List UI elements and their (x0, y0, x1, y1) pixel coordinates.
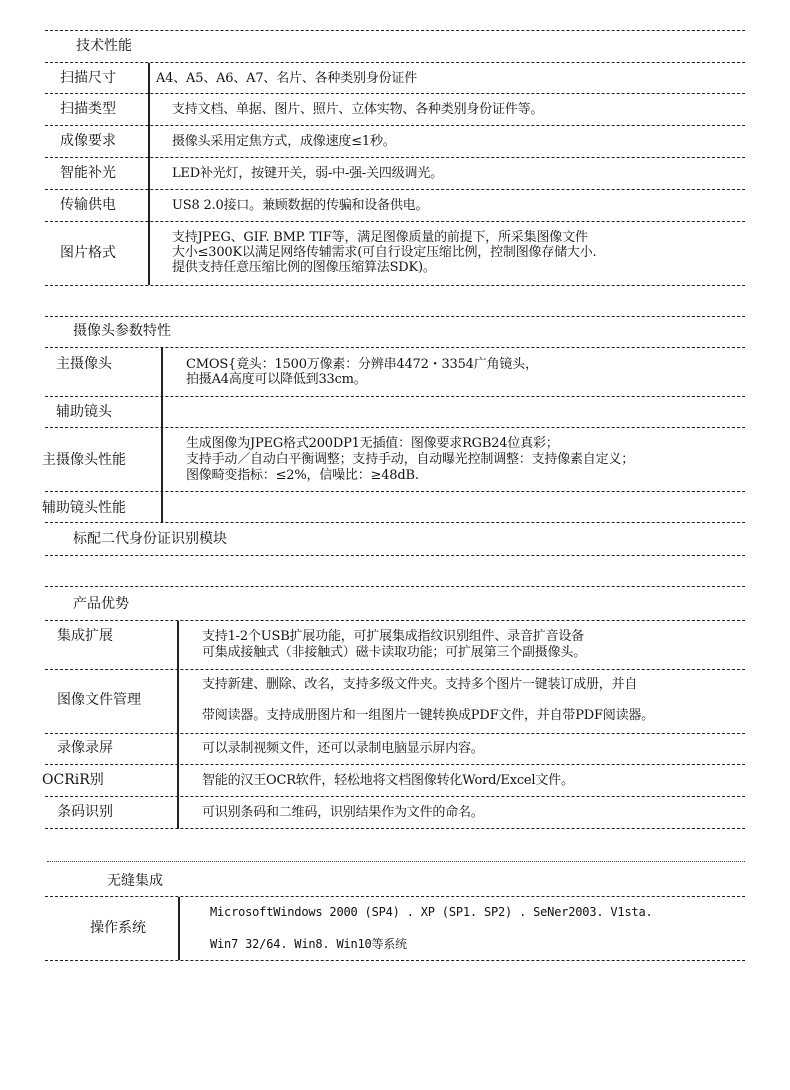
divider (45, 221, 745, 222)
divider (45, 30, 745, 31)
row-value-power: US8 2.0接口。兼顾数据的传骗和设备供电。 (172, 198, 429, 213)
divider (45, 796, 745, 797)
divider (45, 125, 745, 126)
divider (45, 93, 745, 94)
row-label-aux-lens-perf: 辅助镜头性能 (42, 500, 126, 516)
row-value-format-line2: 大小≤300K以满足网络传辅需求(可自行设定压缩比例，控制图像存储大小. (172, 245, 597, 260)
row-label-format: 图片格式 (60, 245, 116, 261)
section-title-integration: 无缝集成 (107, 873, 163, 889)
row-value-format-line3: 提供支持任意压缩比例的图像压缩算法SDK)。 (172, 260, 436, 275)
divider (45, 733, 745, 734)
row-value-format-line1: 支持JPEG、GIF. BMP. TIF等，满足图像质量的前提下，所采集图像文件 (172, 230, 588, 245)
divider (45, 157, 745, 158)
column-divider (148, 63, 150, 285)
divider (45, 396, 745, 397)
row-value-os-line1: MicrosoftWindows 2000 (SP4) . XP (SP1. SP2) . SeNer2003. V1sta. (210, 905, 653, 919)
divider (45, 491, 745, 492)
row-label-barcode: 条码识别 (57, 804, 113, 820)
row-label-file-mgmt: 图像文件管理 (57, 692, 141, 708)
section-title-id-module: 标配二代身份证识别模块 (73, 531, 227, 547)
row-label-ocr: OCRiR别 (42, 772, 104, 788)
row-value-ocr: 智能的汉王OCR软件，轻松地将文档图像转化Word/Excel文件。 (202, 773, 574, 788)
row-value-main-camera-perf-line1: 生成图像为JPEG格式200DP1无插值：图像要求RGB24位真彩； (186, 436, 559, 451)
row-value-os-line2: Win7 32/64. Win8. Win10等系统 (210, 937, 407, 951)
row-value-scan-type: 支持文档、单据、图片、照片、立体实物、各种类别身份证件等。 (172, 102, 544, 117)
divider (45, 764, 745, 765)
divider (45, 586, 745, 587)
section-title-advantages: 产品优势 (73, 596, 129, 612)
divider (45, 828, 745, 829)
row-label-scan-size: 扫描尺寸 (60, 70, 116, 86)
row-value-main-camera-perf-line2: 支持手动／自动白平衡调整；支持手动，自动曝光控制调整：支持像素自定义； (186, 452, 635, 467)
row-value-file-mgmt-line1: 支持新建、删除、改名，支持多级文件夹。支持多个图片一键装订成册，并自 (202, 677, 638, 692)
row-value-barcode: 可识别条码和二维码，识别结果作为文件的命名。 (202, 805, 484, 820)
divider (45, 316, 745, 317)
divider (45, 522, 745, 523)
column-divider (161, 348, 163, 523)
divider (45, 669, 745, 670)
row-label-imaging: 成像要求 (60, 133, 116, 149)
divider (45, 960, 745, 961)
section-title-tech: 技术性能 (76, 38, 132, 54)
row-value-expansion-line1: 支持1-2个USB扩展功能，可扩展集成指纹识别组件、录音扩音设备 (202, 629, 584, 644)
row-value-recording: 可以录制视频文件，还可以录制电脑显示屏内容。 (202, 741, 484, 756)
row-label-expansion: 集成扩展 (57, 628, 113, 644)
divider (45, 285, 745, 286)
row-value-scan-size: A4、A5、A6、A7、名片、各种类别身份证件 (156, 71, 418, 86)
column-divider (178, 897, 180, 960)
row-value-main-camera-line2: 拍摄A4高度可以降低到33cm。 (186, 372, 367, 387)
row-value-main-camera-line1: CMOS{竟头：1500万像素：分辨串4472・3354广角镜头， (186, 357, 538, 372)
row-label-os: 操作系统 (90, 920, 146, 936)
divider (45, 620, 745, 621)
divider (45, 347, 745, 348)
row-value-fill-light: LED补光灯，按键开关，弱-中-强-关四级调光。 (172, 166, 443, 181)
divider (45, 896, 745, 897)
row-value-imaging: 摄像头采用定焦方式，成像速度≤1秒。 (172, 134, 396, 149)
row-label-fill-light: 智能补光 (60, 165, 116, 181)
section-title-camera: 摄像头参数特性 (73, 323, 171, 339)
row-value-expansion-line2: 可集成接触式（非接触式）磁卡读取功能；可扩展第三个副摄像头。 (202, 645, 587, 660)
row-value-file-mgmt-line2: 带阅读器。支持成册图片和一组图片一键转换成PDF文件，并自带PDF阅读器。 (202, 708, 654, 723)
row-label-main-camera: 主摄像头 (56, 356, 112, 372)
row-label-main-camera-perf: 主摄像头性能 (42, 452, 126, 468)
divider (45, 555, 745, 556)
divider (45, 189, 745, 190)
column-divider (177, 621, 179, 829)
row-value-main-camera-perf-line3: 图像畸变指标：≤2%，信噪比：≥48dB. (186, 468, 419, 483)
row-label-recording: 录像录屏 (57, 740, 113, 756)
row-label-aux-lens: 辅助镜头 (56, 404, 112, 420)
row-label-power: 传输供电 (60, 197, 116, 213)
row-label-scan-type: 扫描类型 (60, 101, 116, 117)
divider (45, 62, 745, 63)
divider (47, 861, 745, 862)
divider (45, 427, 745, 428)
